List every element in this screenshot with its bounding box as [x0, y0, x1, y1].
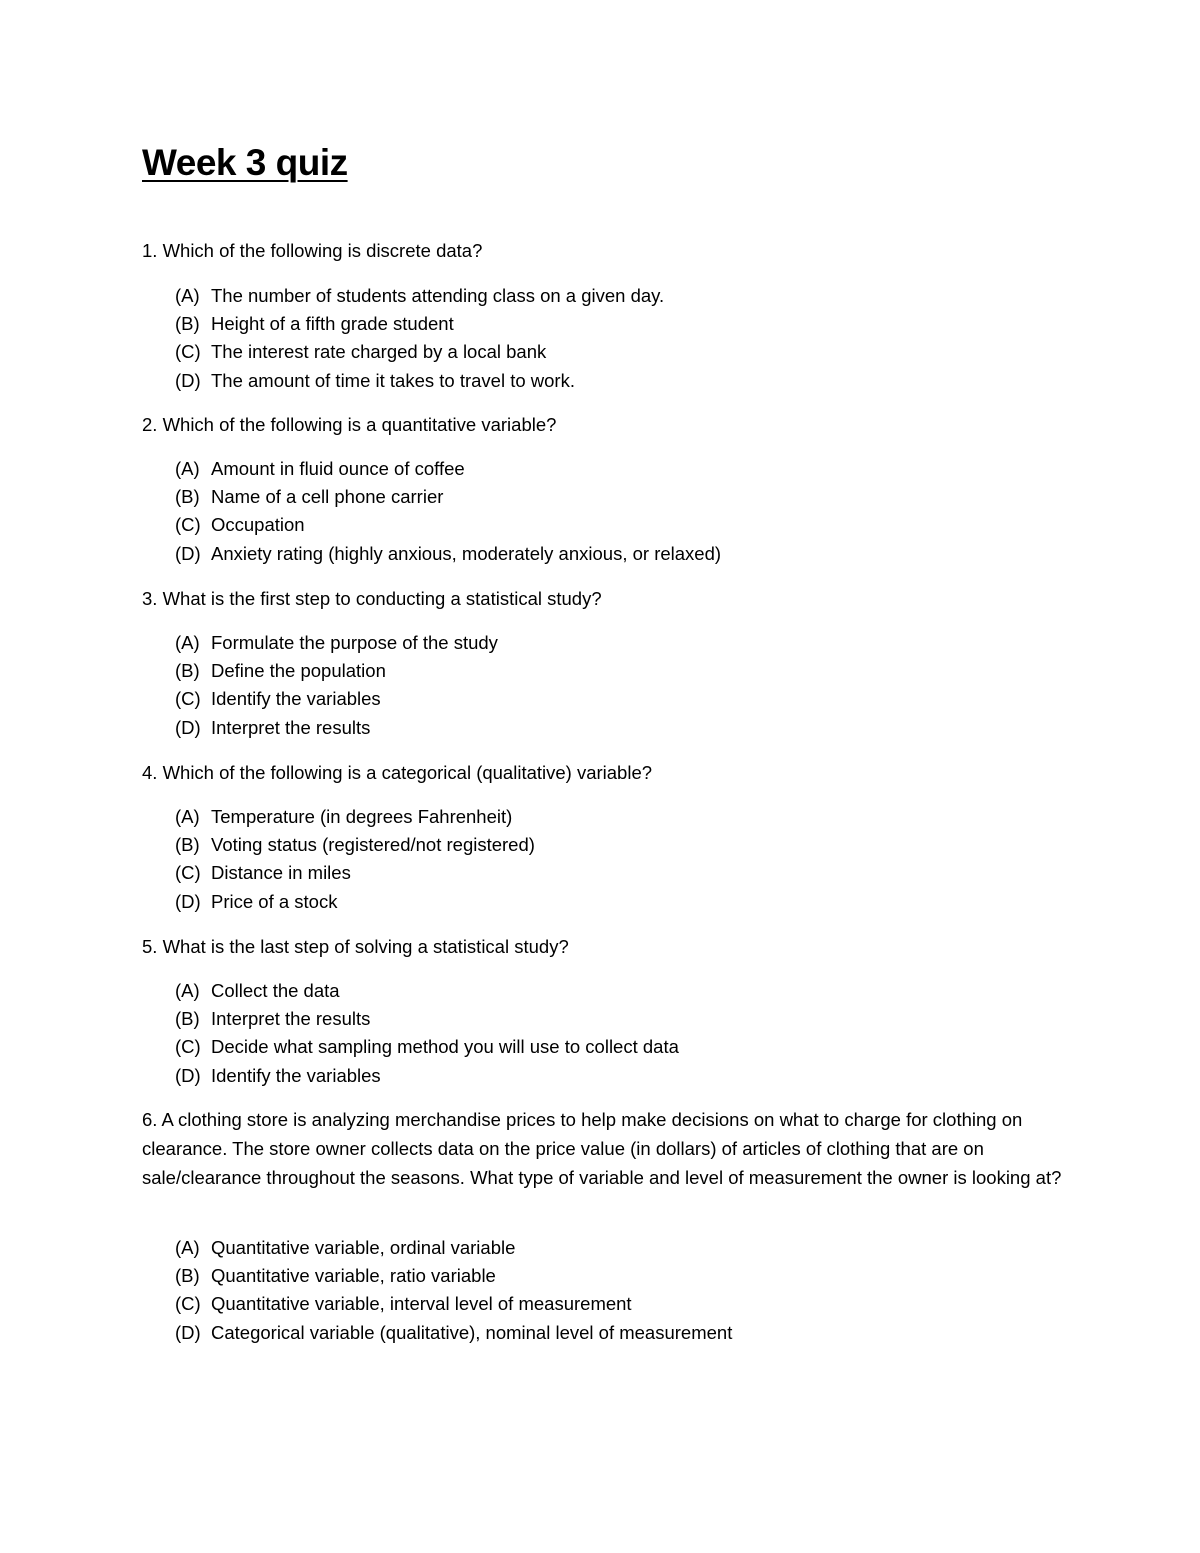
option-letter: (B) [175, 660, 200, 682]
question-4-text: 4. Which of the following is a categorical (qualitative) variable? [142, 762, 653, 783]
option-5c [175, 1033, 679, 1061]
option-text: Decide what sampling method you will use to collect data [211, 1036, 679, 1058]
option-text: Voting status (registered/not registered) [211, 834, 535, 856]
option-text: The number of students attending class on a given day. [211, 285, 665, 306]
option-text: Collect the data [211, 980, 340, 1001]
question-6-options [175, 1234, 732, 1347]
option-1d [175, 367, 664, 395]
option-letter: (B) [175, 1008, 200, 1030]
option-2a [175, 455, 721, 483]
option-1a [175, 282, 664, 310]
option-text: Temperature (in degrees Fahrenheit) [211, 806, 513, 827]
option-letter: (C) [175, 1293, 201, 1315]
option-5a [175, 977, 679, 1005]
option-3c [175, 685, 498, 713]
option-letter: (C) [175, 688, 201, 710]
option-text: Interpret the results [211, 1008, 371, 1030]
option-text: Formulate the purpose of the study [211, 632, 498, 653]
option-text: Categorical variable (qualitative), nominal level of measurement [211, 1321, 733, 1343]
question-4-options [175, 803, 535, 916]
option-text: The amount of time it takes to travel to work. [211, 369, 575, 391]
option-4a [175, 803, 535, 831]
page-title: Week 3 quiz [142, 142, 348, 183]
option-1c [175, 338, 664, 366]
question-1-options [175, 282, 664, 395]
option-letter: (A) [175, 285, 200, 306]
option-text: Name of a cell phone carrier [211, 486, 444, 508]
option-6d [175, 1319, 732, 1347]
option-text: Height of a fifth grade student [211, 313, 454, 335]
option-letter: (D) [175, 542, 201, 564]
question-1-text: 1. Which of the following is discrete data? [142, 240, 483, 261]
option-6b [175, 1262, 732, 1290]
question-5-text: 5. What is the last step of solving a statistical study? [142, 936, 569, 957]
option-text: Define the population [211, 660, 386, 682]
option-letter: (B) [175, 1265, 200, 1287]
option-3b [175, 657, 498, 685]
question-2-options [175, 455, 721, 568]
option-letter: (A) [175, 1237, 200, 1258]
option-text: Distance in miles [211, 862, 351, 884]
option-letter: (D) [175, 716, 201, 738]
option-letter: (C) [175, 341, 201, 363]
option-letter: (B) [175, 486, 200, 508]
option-6c [175, 1290, 732, 1318]
option-2b [175, 483, 721, 511]
question-5-options [175, 977, 679, 1090]
option-text: Quantitative variable, ordinal variable [211, 1237, 516, 1258]
option-5b [175, 1005, 679, 1033]
option-letter: (B) [175, 834, 200, 856]
option-3d [175, 714, 498, 742]
question-3-options [175, 629, 498, 742]
option-letter: (C) [175, 514, 201, 536]
question-2-text: 2. Which of the following is a quantitative variable? [142, 414, 557, 435]
option-letter: (A) [175, 632, 200, 653]
option-1b [175, 310, 664, 338]
question-6-text: 6. A clothing store is analyzing merchandise prices to help make decisions on what to charge for clothing on clearance. The store owner collects data on the price value (in dollars) of articles of clothing that are on sale/clearance throughout the seasons. What type of variable and level of measurement the owner is looking at? [142, 1109, 1062, 1188]
option-6a [175, 1234, 732, 1262]
option-letter: (A) [175, 458, 200, 479]
option-letter: (D) [175, 1064, 201, 1086]
option-text: The interest rate charged by a local bank [211, 341, 547, 363]
option-3a [175, 629, 498, 657]
option-letter: (A) [175, 980, 200, 1001]
option-text: Quantitative variable, ratio variable [211, 1265, 496, 1287]
option-text: Quantitative variable, interval level of measurement [211, 1293, 632, 1315]
option-text: Occupation [211, 514, 305, 536]
option-letter: (A) [175, 806, 200, 827]
option-2d [175, 540, 721, 568]
option-5d [175, 1062, 679, 1090]
option-letter: (D) [175, 1321, 201, 1343]
option-4d [175, 888, 535, 916]
option-text: Anxiety rating (highly anxious, moderately anxious, or relaxed) [211, 542, 722, 564]
option-text: Identify the variables [211, 688, 381, 710]
option-text: Amount in fluid ounce of coffee [211, 458, 465, 479]
option-text: Price of a stock [211, 890, 338, 912]
option-4b [175, 831, 535, 859]
question-3-text: 3. What is the first step to conducting a statistical study? [142, 588, 602, 609]
option-text: Identify the variables [211, 1064, 381, 1086]
option-letter: (D) [175, 369, 201, 391]
option-letter: (C) [175, 862, 201, 884]
option-4c [175, 859, 535, 887]
option-letter: (D) [175, 890, 201, 912]
option-letter: (C) [175, 1036, 201, 1058]
option-letter: (B) [175, 313, 200, 335]
option-2c [175, 511, 721, 539]
option-text: Interpret the results [211, 716, 371, 738]
